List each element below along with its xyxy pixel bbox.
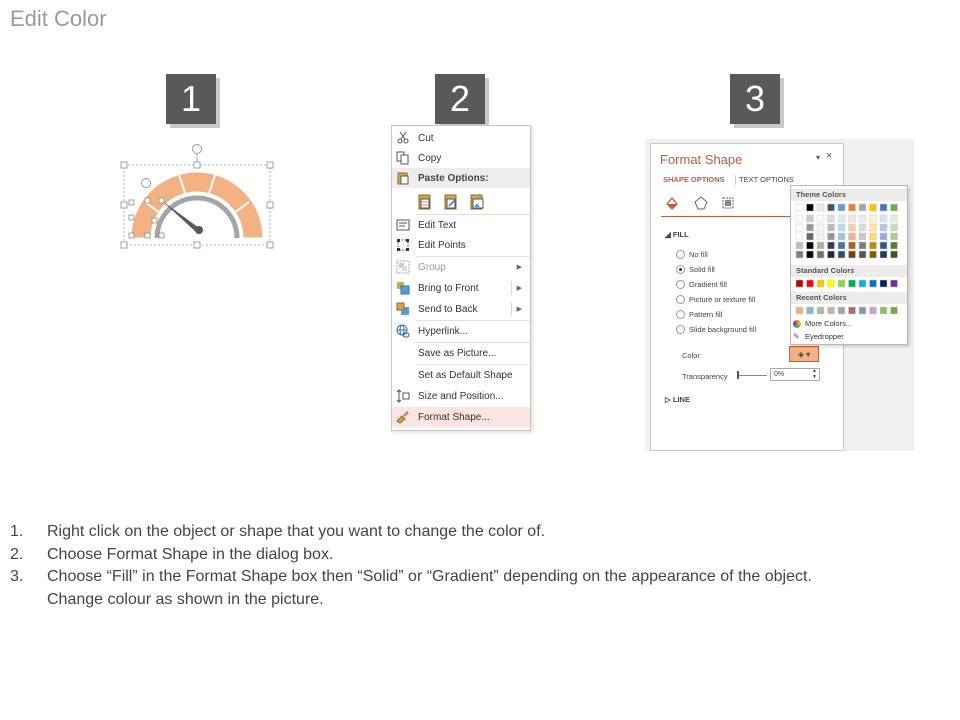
theme-color-swatch[interactable] — [828, 204, 835, 211]
theme-color-shade-swatch[interactable] — [870, 242, 877, 249]
menu-label: Group — [418, 261, 446, 273]
standard-color-swatch[interactable] — [828, 280, 835, 287]
instruction-item — [10, 566, 950, 589]
effects-icon[interactable] — [693, 195, 709, 211]
standard-color-swatch[interactable] — [807, 280, 814, 287]
recent-color-swatch[interactable] — [807, 307, 814, 314]
submenu-arrow-icon[interactable]: ▶ — [516, 306, 522, 313]
menu-label: Cut — [418, 132, 434, 144]
recent-color-swatch[interactable] — [859, 307, 866, 314]
transparency-slider-thumb[interactable] — [737, 371, 739, 379]
theme-color-shade-swatch[interactable] — [870, 233, 877, 240]
edit-points-icon — [396, 238, 410, 252]
fill-header-label: FILL — [672, 230, 689, 239]
radio-button[interactable] — [676, 295, 685, 304]
paste-keep-source-icon[interactable] — [416, 192, 434, 210]
theme-color-swatch[interactable] — [891, 204, 898, 211]
menu-item-size-and-position[interactable] — [392, 386, 530, 406]
theme-color-shade-swatch[interactable] — [849, 251, 856, 258]
more-colors-label: More Colors... — [805, 319, 853, 328]
theme-color-swatch[interactable] — [807, 204, 814, 211]
radio-button[interactable] — [676, 325, 685, 334]
theme-color-shade-swatch[interactable] — [859, 233, 866, 240]
theme-color-shade-swatch[interactable] — [838, 224, 845, 231]
recent-color-swatch[interactable] — [880, 307, 887, 314]
paste-icon — [396, 171, 410, 185]
theme-color-shade-swatch[interactable] — [807, 215, 814, 222]
theme-color-shade-swatch[interactable] — [828, 233, 835, 240]
radio-button[interactable] — [676, 280, 685, 289]
color-picker-popup — [790, 185, 908, 345]
color-label: Color — [682, 351, 700, 360]
theme-color-shade-swatch[interactable] — [891, 233, 898, 240]
transparency-input[interactable] — [770, 368, 820, 381]
theme-color-shade-swatch[interactable] — [880, 233, 887, 240]
theme-color-swatch[interactable] — [796, 204, 803, 211]
theme-color-shade-swatch[interactable] — [796, 242, 803, 249]
spinner-arrows-icon[interactable]: ▲ ▼ — [812, 368, 817, 380]
fill-option-label: Gradient fill — [689, 280, 727, 289]
pane-title: Format Shape — [660, 152, 743, 167]
paste-option-buttons — [416, 190, 496, 212]
standard-color-swatch[interactable] — [870, 280, 877, 287]
send-to-back-icon — [396, 302, 410, 316]
step-2-badge: 2 — [435, 74, 485, 124]
gauge-shape[interactable] — [115, 140, 280, 255]
standard-color-swatch[interactable] — [838, 280, 845, 287]
fill-option-label: Pattern fill — [689, 310, 723, 319]
theme-color-shade-swatch[interactable] — [891, 215, 898, 222]
menu-label: Edit Text — [418, 219, 457, 231]
line-section-header[interactable] — [665, 395, 690, 404]
theme-color-shade-swatch[interactable] — [817, 242, 824, 249]
theme-color-shade-swatch[interactable] — [880, 251, 887, 258]
transparency-slider-track[interactable] — [737, 375, 767, 376]
theme-color-shade-swatch[interactable] — [807, 242, 814, 249]
fill-option-label: Picture or texture fill — [689, 295, 756, 304]
menu-item-edit-points[interactable] — [392, 235, 530, 255]
theme-color-shade-swatch[interactable] — [838, 215, 845, 222]
hyperlink-icon — [396, 324, 410, 338]
theme-color-shade-swatch[interactable] — [796, 224, 803, 231]
theme-color-shade-swatch[interactable] — [880, 242, 887, 249]
instruction-number: 1. — [10, 523, 24, 540]
fill-option-label: Solid fill — [689, 265, 715, 274]
theme-color-shade-swatch[interactable] — [828, 251, 835, 258]
recent-color-swatch[interactable] — [828, 307, 835, 314]
menu-label: Copy — [418, 152, 442, 164]
scissors-icon — [396, 131, 410, 145]
theme-color-shade-swatch[interactable] — [849, 233, 856, 240]
more-colors-item[interactable] — [793, 319, 852, 328]
instruction-item — [10, 544, 950, 567]
group-icon — [396, 260, 410, 274]
submenu-arrow-icon: ▶ — [516, 264, 522, 271]
size-position-icon — [396, 389, 410, 403]
fill-option-solid-fill[interactable] — [676, 265, 715, 274]
instruction-text: Change colour as shown in the picture. — [47, 590, 324, 608]
theme-color-shade-swatch[interactable] — [859, 224, 866, 231]
paste-use-destination-icon[interactable] — [442, 192, 460, 210]
collapse-triangle-icon: ◢ — [665, 230, 673, 239]
menu-item-set-default-shape[interactable] — [392, 365, 530, 385]
standard-colors-header: Standard Colors — [791, 265, 907, 277]
theme-color-shade-swatch[interactable] — [807, 233, 814, 240]
fill-option-no-fill[interactable] — [676, 250, 708, 259]
menu-label: Hyperlink... — [418, 325, 469, 337]
menu-label: Send to Back — [418, 303, 478, 315]
format-shape-icon — [396, 410, 410, 424]
instruction-text: Choose Format Shape in the dialog box. — [47, 545, 334, 563]
fill-option-slide-background-fill[interactable] — [676, 325, 756, 334]
theme-color-swatch[interactable] — [870, 204, 877, 211]
theme-color-shade-swatch[interactable] — [817, 233, 824, 240]
dropdown-arrow-icon: ▾ — [806, 349, 811, 359]
theme-color-shade-swatch[interactable] — [859, 242, 866, 249]
menu-item-edit-text[interactable] — [392, 215, 530, 235]
fill-option-picture-fill[interactable] — [676, 295, 755, 304]
fill-line-icon[interactable] — [664, 195, 680, 211]
theme-color-shade-swatch[interactable] — [891, 251, 898, 258]
menu-item-send-to-back[interactable] — [392, 299, 530, 319]
bring-to-front-icon — [396, 281, 410, 295]
tab-divider — [735, 175, 736, 185]
fill-option-label: No fill — [689, 250, 708, 259]
color-dropdown-button[interactable] — [789, 346, 819, 362]
standard-color-swatch[interactable] — [849, 280, 856, 287]
step-3-badge: 3 — [730, 74, 780, 124]
theme-color-shade-swatch[interactable] — [817, 215, 824, 222]
fill-option-gradient-fill[interactable] — [676, 280, 727, 289]
instruction-number — [10, 589, 47, 612]
radio-button[interactable] — [676, 265, 685, 274]
copy-icon — [396, 151, 410, 165]
recent-color-swatch[interactable] — [849, 307, 856, 314]
fill-option-label: Slide background fill — [689, 325, 757, 334]
menu-split-divider — [511, 281, 512, 295]
line-header-label: LINE — [672, 395, 690, 404]
theme-color-shade-swatch[interactable] — [828, 242, 835, 249]
menu-label: Set as Default Shape — [418, 369, 513, 381]
recent-color-swatch[interactable] — [838, 307, 845, 314]
tab-shape-options[interactable]: SHAPE OPTIONS — [663, 175, 725, 184]
radio-button[interactable] — [676, 310, 685, 319]
theme-color-shade-swatch[interactable] — [880, 215, 887, 222]
menu-item-save-as-picture[interactable] — [392, 343, 530, 363]
menu-label: Paste Options: — [418, 172, 489, 184]
theme-color-shade-swatch[interactable] — [838, 242, 845, 249]
theme-color-shade-swatch[interactable] — [828, 224, 835, 231]
standard-color-swatch[interactable] — [891, 280, 898, 287]
eyedropper-icon: ✎ — [793, 331, 800, 341]
theme-colors-header: Theme Colors — [791, 189, 907, 201]
pane-options-dropdown-icon[interactable]: ▾ — [816, 153, 821, 162]
theme-color-shade-swatch[interactable] — [880, 224, 887, 231]
instruction-number: 2. — [10, 545, 24, 563]
theme-color-shade-swatch[interactable] — [807, 251, 814, 258]
standard-colors-row[interactable] — [791, 279, 907, 289]
edit-text-icon — [396, 218, 410, 232]
menu-item-copy[interactable] — [392, 148, 530, 168]
menu-item-bring-to-front[interactable] — [392, 278, 530, 298]
theme-color-shade-swatch[interactable] — [838, 233, 845, 240]
instructions-list — [10, 521, 950, 611]
theme-color-shade-swatch[interactable] — [891, 224, 898, 231]
theme-color-shade-swatch[interactable] — [870, 224, 877, 231]
theme-color-shade-swatch[interactable] — [796, 233, 803, 240]
expand-triangle-icon: ▷ — [665, 395, 673, 404]
recent-color-swatch[interactable] — [891, 307, 898, 314]
standard-color-swatch[interactable] — [796, 280, 803, 287]
instruction-item — [10, 521, 950, 544]
theme-color-swatch[interactable] — [880, 204, 887, 211]
standard-color-swatch[interactable] — [880, 280, 887, 287]
menu-label: Format Shape... — [418, 411, 490, 423]
menu-item-paste-options — [392, 168, 530, 188]
menu-split-divider — [511, 302, 512, 316]
instruction-item — [10, 589, 950, 612]
theme-color-shade-swatch[interactable] — [828, 215, 835, 222]
theme-color-shade-swatch[interactable] — [849, 215, 856, 222]
theme-color-shade-swatch[interactable] — [817, 251, 824, 258]
standard-color-swatch[interactable] — [817, 280, 824, 287]
radio-button[interactable] — [676, 250, 685, 259]
recent-color-swatch[interactable] — [817, 307, 824, 314]
paint-bucket-icon: ◈ — [797, 349, 805, 359]
recent-color-swatch[interactable] — [796, 307, 803, 314]
theme-color-shade-swatch[interactable] — [807, 224, 814, 231]
theme-color-shade-swatch[interactable] — [796, 215, 803, 222]
theme-color-shade-swatch[interactable] — [838, 251, 845, 258]
menu-label: Save as Picture... — [418, 347, 497, 359]
theme-color-shade-swatch[interactable] — [849, 242, 856, 249]
eyedropper-item[interactable] — [793, 332, 844, 341]
theme-color-shade-swatch[interactable] — [870, 251, 877, 258]
menu-item-group — [392, 257, 530, 277]
menu-label: Bring to Front — [418, 282, 479, 294]
tab-text-options[interactable]: TEXT OPTIONS — [739, 175, 794, 184]
theme-color-shade-swatch[interactable] — [891, 242, 898, 249]
theme-color-swatch[interactable] — [838, 204, 845, 211]
transparency-label: Transparency — [682, 372, 728, 381]
context-menu — [391, 125, 531, 431]
instruction-text: Right click on the object or shape that you want to change the color of. — [47, 523, 546, 540]
theme-color-shade-swatch[interactable] — [849, 224, 856, 231]
submenu-arrow-icon[interactable]: ▶ — [516, 285, 522, 292]
theme-color-swatch[interactable] — [817, 204, 824, 211]
menu-label: Size and Position... — [418, 390, 504, 402]
recent-color-swatch[interactable] — [870, 307, 877, 314]
theme-color-shade-swatch[interactable] — [796, 251, 803, 258]
fill-section-header[interactable] — [665, 230, 689, 239]
recent-colors-header: Recent Colors — [791, 292, 907, 304]
theme-color-swatch[interactable] — [859, 204, 866, 211]
menu-item-hyperlink[interactable] — [392, 321, 530, 341]
menu-item-format-shape[interactable] — [392, 407, 530, 427]
recent-colors-row[interactable] — [791, 306, 907, 316]
theme-color-shade-swatch[interactable] — [817, 224, 824, 231]
theme-color-shade-swatch[interactable] — [870, 215, 877, 222]
eyedropper-label: Eyedropper — [805, 332, 844, 341]
menu-label: Edit Points — [418, 239, 466, 251]
standard-color-swatch[interactable] — [859, 280, 866, 287]
instruction-number: 3. — [10, 568, 24, 585]
close-icon[interactable]: × — [826, 150, 833, 162]
theme-color-swatch[interactable] — [849, 204, 856, 211]
theme-colors-grid[interactable] — [791, 203, 907, 261]
step-1-badge: 1 — [166, 74, 216, 124]
instruction-text: Choose “Fill” in the Format Shape box then “Solid” or “Gradient” depending on the appearance of the object. — [47, 568, 812, 585]
size-properties-icon[interactable] — [720, 195, 736, 211]
page-title: Edit Color — [10, 6, 107, 31]
fill-option-pattern-fill[interactable] — [676, 310, 722, 319]
theme-color-shade-swatch[interactable] — [859, 215, 866, 222]
color-wheel-icon — [793, 320, 801, 328]
paste-picture-icon[interactable] — [468, 192, 486, 210]
transparency-value: 0% — [774, 371, 785, 378]
theme-color-shade-swatch[interactable] — [859, 251, 866, 258]
menu-item-cut[interactable] — [392, 128, 530, 148]
